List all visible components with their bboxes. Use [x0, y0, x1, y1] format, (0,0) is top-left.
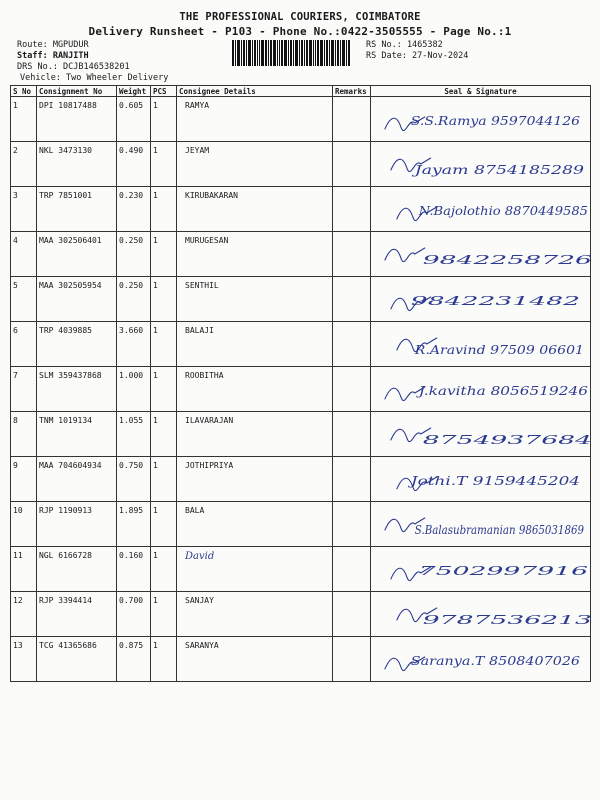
- table-body: [11, 97, 591, 682]
- remarks-cell: [333, 97, 371, 142]
- handwritten-signature: [371, 412, 590, 456]
- sno-cell: 7: [11, 367, 37, 412]
- weight-cell: 0.700: [117, 592, 151, 637]
- sno-cell: 10: [11, 502, 37, 547]
- consignee-cell: SENTHIL: [177, 277, 333, 322]
- consignee-cell: SANJAY: [177, 592, 333, 637]
- signature-cell: [371, 142, 591, 187]
- weight-cell: 1.895: [117, 502, 151, 547]
- pcs-cell: 1: [151, 277, 177, 322]
- handwritten-signature: [371, 142, 590, 186]
- signature-text: 9842258726: [422, 252, 593, 267]
- sno-cell: 1: [11, 97, 37, 142]
- sno-cell: 6: [11, 322, 37, 367]
- pcs-cell: 1: [151, 412, 177, 457]
- signature-text: 9842231482: [410, 293, 581, 308]
- consignment-cell: MAA 704604934: [37, 457, 117, 502]
- consignment-cell: RJP 3394414: [37, 592, 117, 637]
- remarks-cell: [333, 457, 371, 502]
- consignment-cell: NGL 6166728: [37, 547, 117, 592]
- table-row: [11, 142, 591, 187]
- pcs-cell: 1: [151, 547, 177, 592]
- remarks-cell: [333, 412, 371, 457]
- signature-cell: [371, 277, 591, 322]
- sno-cell: 8: [11, 412, 37, 457]
- rs-number: RS No.: 1465382: [366, 40, 443, 50]
- consignee-cell: BALAJI: [177, 322, 333, 367]
- table-row: [11, 637, 591, 682]
- vehicle-text: Vehicle: Two Wheeler Delivery: [20, 73, 169, 83]
- remarks-cell: [333, 592, 371, 637]
- signature-cell: [371, 412, 591, 457]
- consignee-cell: David: [177, 547, 333, 592]
- consignment-cell: TRP 7851001: [37, 187, 117, 232]
- table-header-row: [11, 86, 591, 97]
- sno-cell: 12: [11, 592, 37, 637]
- table-row: [11, 412, 591, 457]
- handwritten-signature: [371, 187, 590, 231]
- signature-cell: [371, 187, 591, 232]
- route-text: Route: MGPUDUR: [17, 40, 89, 50]
- handwritten-signature: [371, 502, 590, 546]
- col-header-sno: S No: [11, 86, 37, 97]
- col-header-remarks: Remarks: [333, 86, 371, 97]
- weight-cell: 0.230: [117, 187, 151, 232]
- weight-cell: 0.250: [117, 277, 151, 322]
- weight-cell: 0.250: [117, 232, 151, 277]
- signature-text: J.kavitha 8056519246: [416, 383, 589, 398]
- remarks-cell: [333, 322, 371, 367]
- handwritten-signature: [371, 322, 590, 366]
- barcode-image: [232, 40, 350, 66]
- weight-cell: 0.750: [117, 457, 151, 502]
- signature-cell: [371, 547, 591, 592]
- remarks-cell: [333, 547, 371, 592]
- drs-text: DRS No.: DCJB146538201: [17, 62, 130, 72]
- signature-text: Jothi.T 9159445204: [407, 473, 581, 488]
- remarks-cell: [333, 502, 371, 547]
- pcs-cell: 1: [151, 97, 177, 142]
- consignee-cell: RAMYA: [177, 97, 333, 142]
- signature-text: S.S.Ramya 9597044126: [410, 113, 581, 128]
- handwritten-signature: [371, 277, 590, 321]
- pcs-cell: 1: [151, 367, 177, 412]
- table-row: [11, 97, 591, 142]
- consignment-cell: MAA 302505954: [37, 277, 117, 322]
- signature-text: Jayam 8754185289: [411, 162, 585, 177]
- weight-cell: 3.660: [117, 322, 151, 367]
- remarks-cell: [333, 187, 371, 232]
- col-header-signature: Seal & Signature: [371, 86, 591, 97]
- signature-cell: [371, 637, 591, 682]
- sno-cell: 5: [11, 277, 37, 322]
- rs-date: RS Date: 27-Nov-2024: [366, 51, 469, 61]
- signature-cell: [371, 322, 591, 367]
- col-header-pcs: PCS: [151, 86, 177, 97]
- pcs-cell: 1: [151, 637, 177, 682]
- handwritten-signature: [371, 547, 590, 591]
- company-title: THE PROFESSIONAL COURIERS, COIMBATORE: [179, 11, 421, 23]
- weight-cell: 0.875: [117, 637, 151, 682]
- consignment-cell: TNM 1019134: [37, 412, 117, 457]
- weight-cell: 1.000: [117, 367, 151, 412]
- pcs-cell: 1: [151, 457, 177, 502]
- signature-cell: [371, 592, 591, 637]
- weight-cell: 0.160: [117, 547, 151, 592]
- consignment-cell: SLM 359437868: [37, 367, 117, 412]
- consignment-cell: RJP 1190913: [37, 502, 117, 547]
- remarks-cell: [333, 367, 371, 412]
- pcs-cell: 1: [151, 232, 177, 277]
- consignee-cell: JOTHIPRIYA: [177, 457, 333, 502]
- runsheet-table: [10, 85, 591, 682]
- consignee-cell: SARANYA: [177, 637, 333, 682]
- handwritten-signature: [371, 457, 590, 501]
- pcs-cell: 1: [151, 592, 177, 637]
- sno-cell: 13: [11, 637, 37, 682]
- signature-cell: [371, 502, 591, 547]
- consignee-cell: KIRUBAKARAN: [177, 187, 333, 232]
- handwritten-signature: [371, 637, 590, 681]
- pcs-cell: 1: [151, 187, 177, 232]
- consignment-cell: TCG 41365686: [37, 637, 117, 682]
- weight-cell: 0.490: [117, 142, 151, 187]
- weight-cell: 1.055: [117, 412, 151, 457]
- consignment-cell: TRP 4039885: [37, 322, 117, 367]
- handwritten-signature: [371, 232, 593, 276]
- table-row: [11, 502, 591, 547]
- table-row: [11, 322, 591, 367]
- signature-cell: [371, 457, 591, 502]
- handwritten-signature: [371, 367, 590, 411]
- signature-text: 8754937684: [422, 432, 592, 447]
- signature-cell: [371, 232, 591, 277]
- consignment-cell: DPI 10817488: [37, 97, 117, 142]
- table-row: [11, 232, 591, 277]
- sno-cell: 4: [11, 232, 37, 277]
- remarks-cell: [333, 142, 371, 187]
- consignee-cell: BALA: [177, 502, 333, 547]
- sno-cell: 9: [11, 457, 37, 502]
- remarks-cell: [333, 637, 371, 682]
- table-row: [11, 367, 591, 412]
- staff-text: Staff: RANJITH: [17, 51, 89, 61]
- runsheet-title: Delivery Runsheet - P103 - Phone No.:0422-3505555 - Page No.:1: [88, 25, 512, 38]
- table-row: [11, 187, 591, 232]
- signature-text: 7502997916: [418, 563, 589, 578]
- signature-text: N.Bajolothio 8870449585: [417, 203, 589, 218]
- table-row: [11, 592, 591, 637]
- signature-cell: [371, 367, 591, 412]
- sno-cell: 2: [11, 142, 37, 187]
- consignee-cell: JEYAM: [177, 142, 333, 187]
- signature-text: S.Balasubramanian 9865031869: [414, 522, 585, 537]
- sno-cell: 11: [11, 547, 37, 592]
- consignment-cell: NKL 3473130: [37, 142, 117, 187]
- signature-text: Saranya.T 8508407026: [410, 653, 581, 668]
- remarks-cell: [333, 277, 371, 322]
- consignment-cell: MAA 302506401: [37, 232, 117, 277]
- col-header-consignment: Consignment No: [37, 86, 117, 97]
- table-row: [11, 547, 591, 592]
- signature-text: R.Aravind 97509 06601: [413, 342, 585, 357]
- consignee-cell: MURUGESAN: [177, 232, 333, 277]
- table-row: [11, 277, 591, 322]
- signature-text: 9787536213: [422, 612, 593, 627]
- signature-cell: [371, 97, 591, 142]
- handwritten-signature: [371, 592, 593, 636]
- consignee-cell: ROOBITHA: [177, 367, 333, 412]
- weight-cell: 0.605: [117, 97, 151, 142]
- pcs-cell: 1: [151, 322, 177, 367]
- pcs-cell: 1: [151, 502, 177, 547]
- handwritten-signature: [371, 97, 590, 141]
- pcs-cell: 1: [151, 142, 177, 187]
- consignee-cell: ILAVARAJAN: [177, 412, 333, 457]
- remarks-cell: [333, 232, 371, 277]
- table-row: [11, 457, 591, 502]
- col-header-consignee: Consignee Details: [177, 86, 333, 97]
- sno-cell: 3: [11, 187, 37, 232]
- col-header-weight: Weight: [117, 86, 151, 97]
